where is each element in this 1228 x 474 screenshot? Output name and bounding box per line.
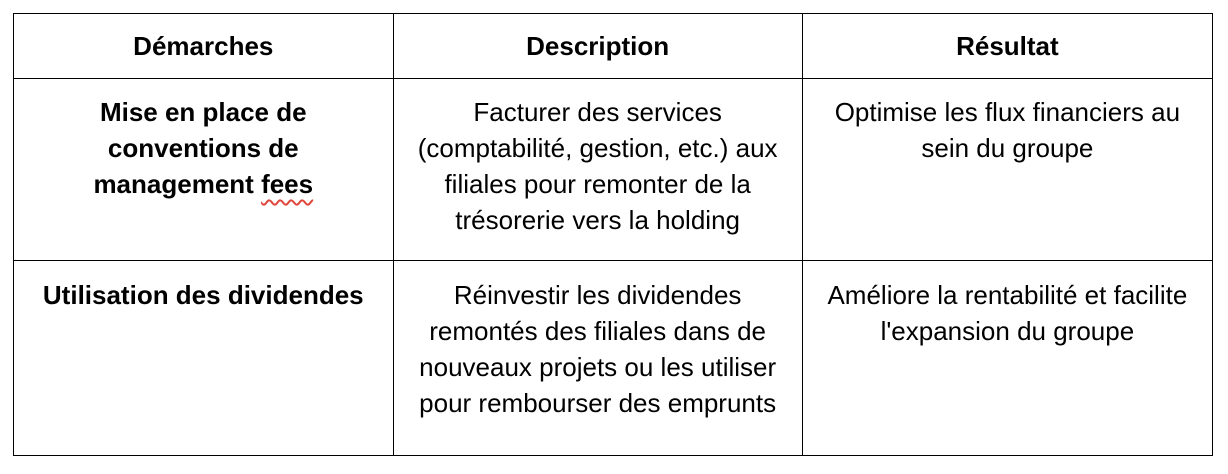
table-row bbox=[14, 261, 1213, 456]
step-text: Utilisation des dividendes bbox=[42, 280, 364, 310]
description-cell[interactable]: Facturer des services (comptabilité, gestion, etc.) aux filiales pour remonter de la trésorerie vers la holding bbox=[393, 79, 802, 261]
step-cell[interactable] bbox=[14, 79, 394, 261]
step-text: Mise en place de conventions de management bbox=[93, 97, 307, 199]
spellcheck-marked-word[interactable]: fees bbox=[261, 169, 314, 199]
header-steps[interactable]: Démarches bbox=[14, 14, 394, 79]
table-row bbox=[14, 79, 1213, 261]
header-result[interactable]: Résultat bbox=[802, 14, 1212, 79]
header-description[interactable]: Description bbox=[393, 14, 802, 79]
result-cell[interactable]: Optimise les flux financiers au sein du groupe bbox=[802, 79, 1212, 261]
result-cell[interactable]: Améliore la rentabilité et facilite l'expansion du groupe bbox=[802, 261, 1212, 456]
step-cell[interactable] bbox=[14, 261, 394, 456]
table-header-row bbox=[14, 14, 1213, 79]
description-cell[interactable]: Réinvestir les dividendes remontés des filiales dans de nouveaux projets ou les utiliser pour rembourser des emprunts bbox=[393, 261, 802, 456]
document-table bbox=[13, 13, 1213, 456]
